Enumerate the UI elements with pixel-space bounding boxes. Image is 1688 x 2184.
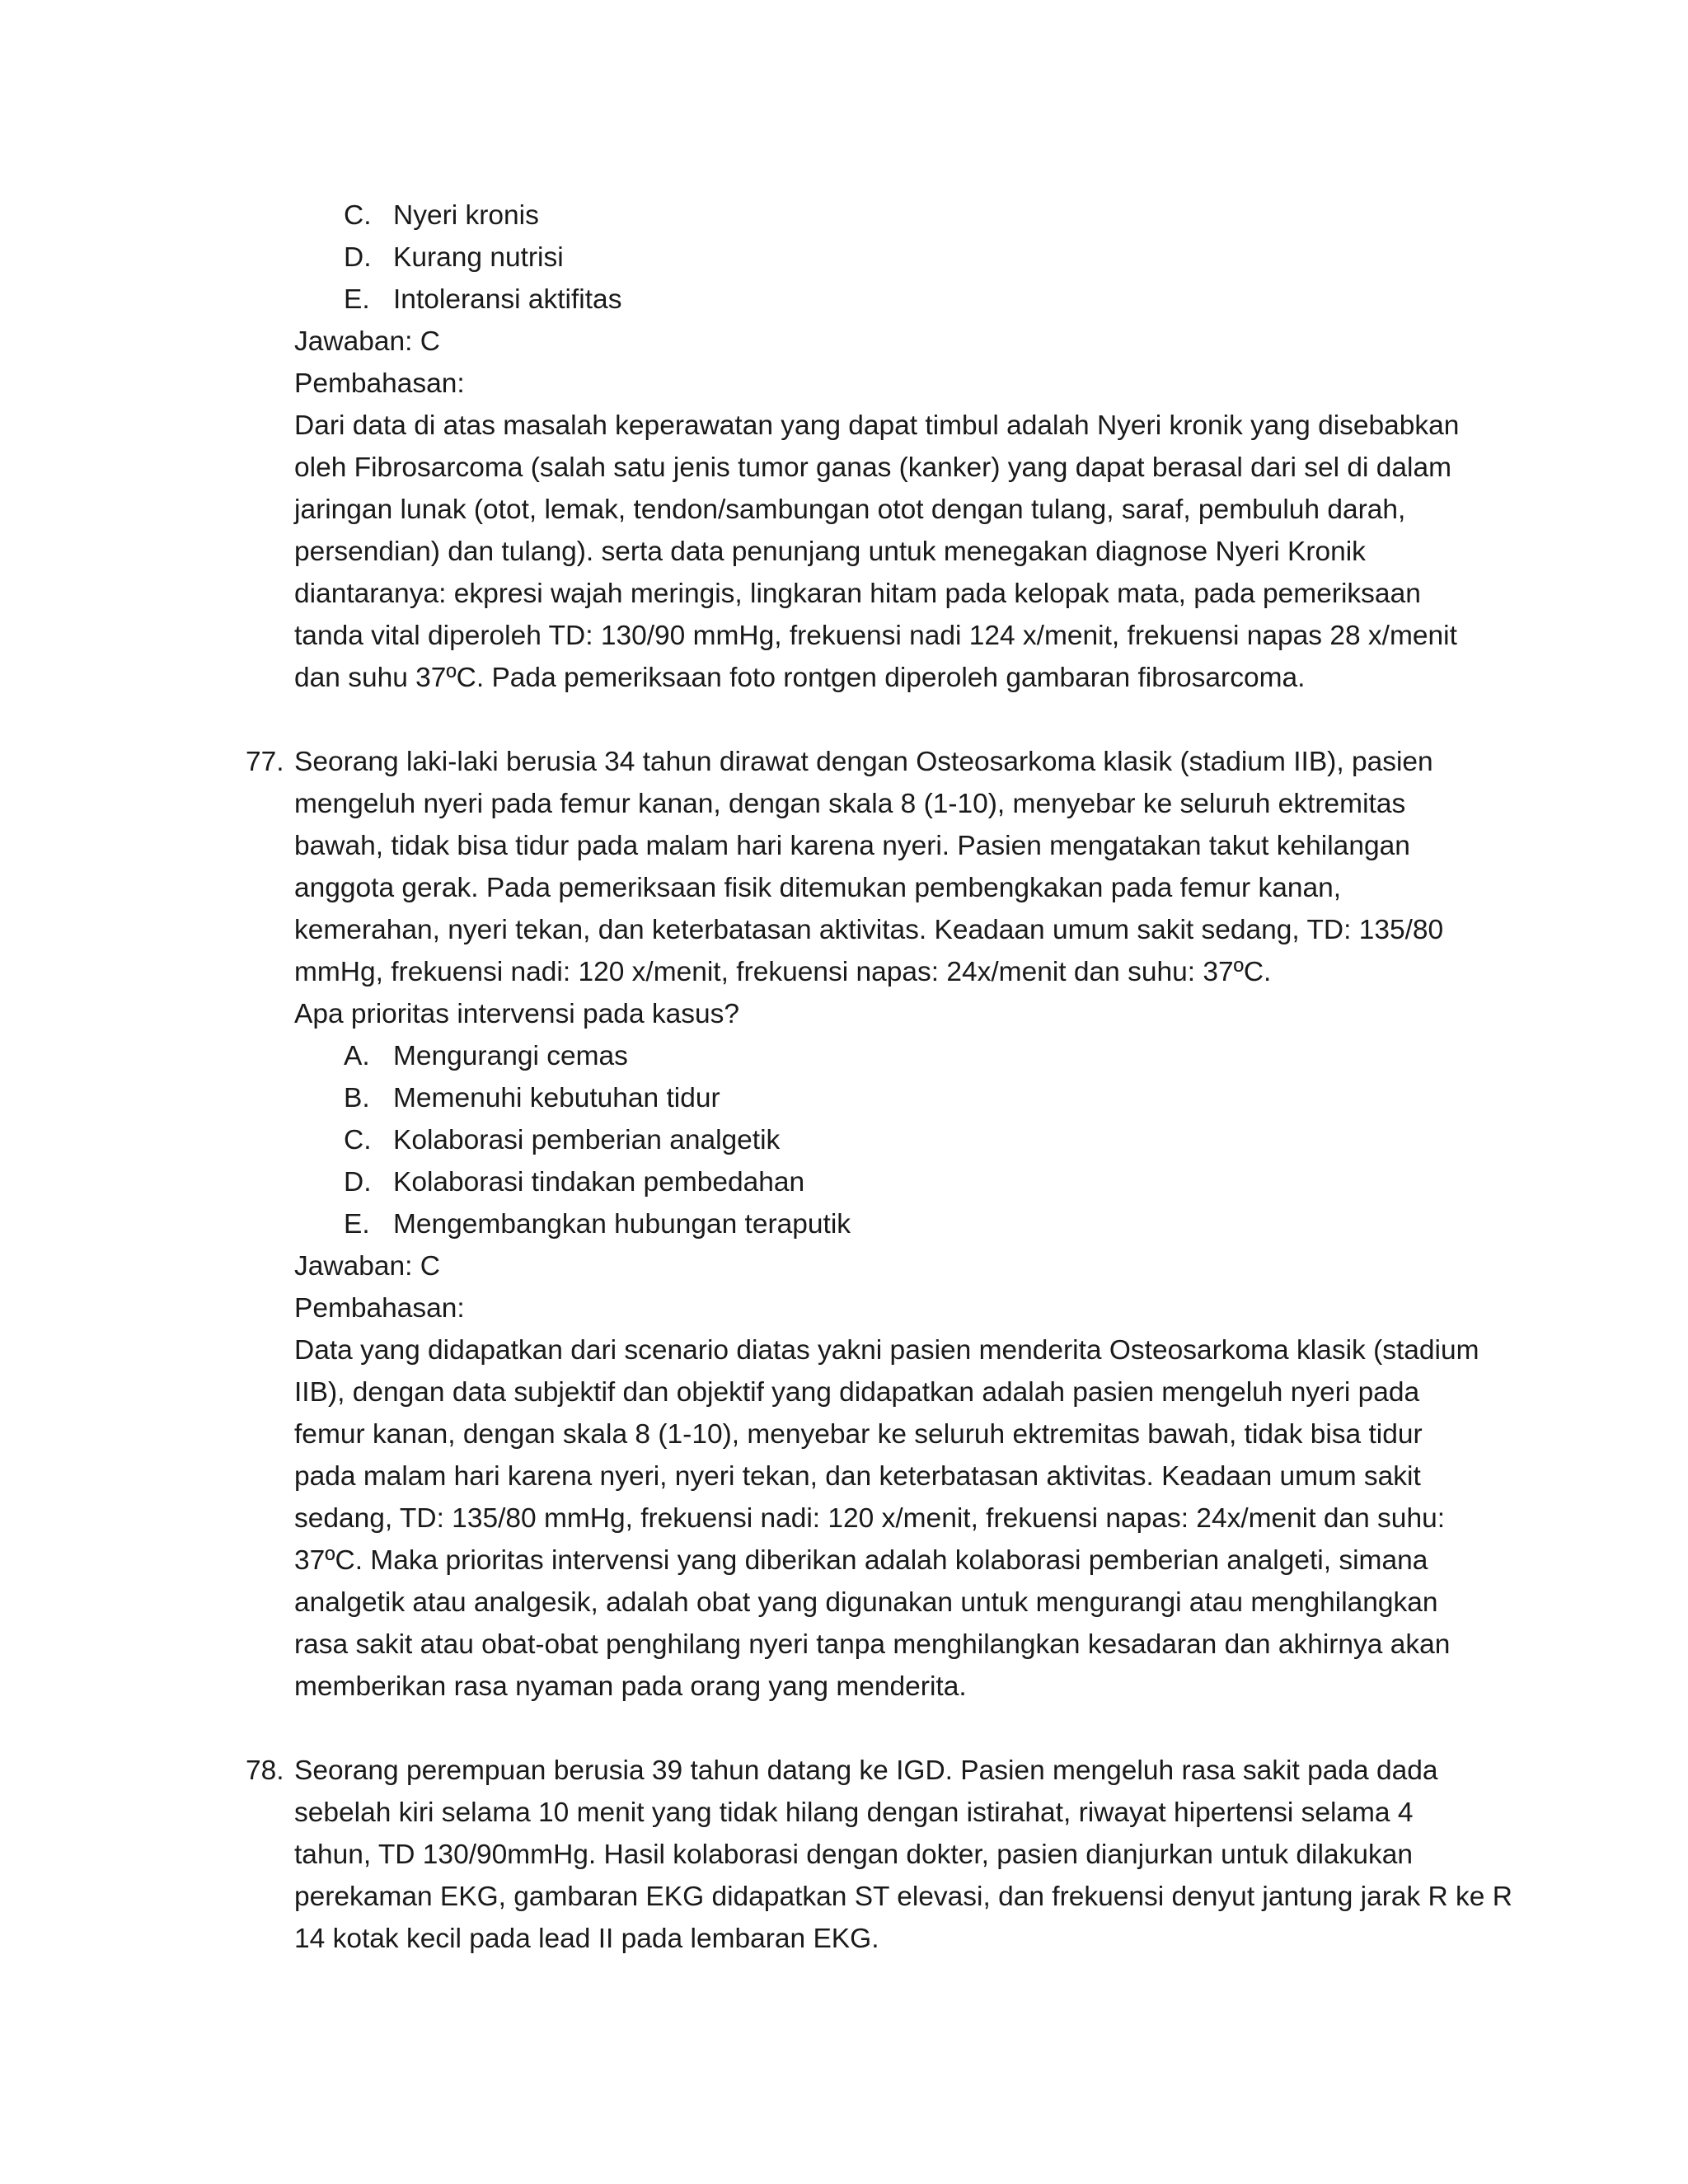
option-text: Intoleransi aktifitas bbox=[393, 284, 622, 315]
section-spacer bbox=[294, 1708, 1481, 1750]
question-prompt: Apa prioritas intervensi pada kasus? bbox=[294, 999, 740, 1029]
option-text: Kolaborasi pemberian analgetik bbox=[393, 1125, 781, 1155]
discussion-line: IIB), dengan data subjektif dan objektif yang didapatkan adalah pasien mengeluh nyeri pada bbox=[294, 1377, 1420, 1408]
question-line: bawah, tidak bisa tidur pada malam hari karena nyeri. Pasien mengatakan takut kehilangan bbox=[294, 831, 1410, 861]
page-content bbox=[246, 194, 1512, 1960]
option-a bbox=[294, 1035, 1481, 1077]
question-text: Seorang perempuan berusia 39 tahun datang ke IGD. Pasien mengeluh rasa sakit pada dada bbox=[294, 1755, 1438, 1786]
question-77 bbox=[246, 741, 1481, 1708]
discussion-line: dan suhu 37ºC. Pada pemeriksaan foto rontgen diperoleh gambaran fibrosarcoma. bbox=[294, 663, 1306, 693]
option-letter: E. bbox=[344, 284, 370, 315]
question-line: mengeluh nyeri pada femur kanan, dengan skala 8 (1-10), menyebar ke seluruh ektremitas bbox=[294, 789, 1406, 819]
discussion-line: analgetik atau analgesik, adalah obat yang digunakan untuk mengurangi atau menghilangkan bbox=[294, 1587, 1438, 1618]
option-d bbox=[294, 1161, 1481, 1203]
option-letter: D. bbox=[344, 1167, 372, 1197]
prev-question-section bbox=[294, 194, 1481, 699]
question-line bbox=[246, 1750, 1481, 1792]
option-e bbox=[294, 1203, 1481, 1245]
option-c bbox=[294, 1119, 1481, 1161]
discussion-line: diantaranya: ekpresi wajah meringis, lingkaran hitam pada kelopak mata, pada pemeriksaan bbox=[294, 579, 1421, 609]
question-text: Seorang laki-laki berusia 34 tahun dirawat dengan Osteosarkoma klasik (stadium IIB), pasien bbox=[294, 747, 1433, 777]
discussion-label: Pembahasan: bbox=[294, 368, 465, 399]
discussion-line: sedang, TD: 135/80 mmHg, frekuensi nadi: 120 x/menit, frekuensi napas: 24x/menit dan suhu: bbox=[294, 1503, 1446, 1534]
discussion-line: 37ºC. Maka prioritas intervensi yang diberikan adalah kolaborasi pemberian analgeti, simana bbox=[294, 1545, 1428, 1576]
discussion-line: persendian) dan tulang). serta data penunjang untuk menegakan diagnose Nyeri Kronik bbox=[294, 537, 1366, 567]
option-letter: C. bbox=[344, 200, 372, 231]
question-line: anggota gerak. Pada pemeriksaan fisik ditemukan pembengkakan pada femur kanan, bbox=[294, 873, 1342, 903]
discussion-line: memberikan rasa nyaman pada orang yang menderita. bbox=[294, 1671, 967, 1702]
discussion-line: pada malam hari karena nyeri, nyeri tekan, dan keterbatasan aktivitas. Keadaan umum sakit bbox=[294, 1461, 1421, 1492]
discussion-line: tanda vital diperoleh TD: 130/90 mmHg, frekuensi nadi 124 x/menit, frekuensi napas 28 x/menit bbox=[294, 621, 1457, 651]
option-text: Memenuhi kebutuhan tidur bbox=[393, 1083, 720, 1113]
question-number: 77. bbox=[246, 747, 284, 777]
question-line: 14 kotak kecil pada lead II pada lembaran EKG. bbox=[294, 1924, 879, 1954]
option-d bbox=[294, 237, 1481, 279]
discussion-line: Data yang didapatkan dari scenario diatas yakni pasien menderita Osteosarkoma klasik (stadium bbox=[294, 1335, 1479, 1366]
discussion-label: Pembahasan: bbox=[294, 1293, 465, 1324]
option-letter: A. bbox=[344, 1041, 370, 1071]
option-letter: D. bbox=[344, 242, 372, 273]
question-line: kemerahan, nyeri tekan, dan keterbatasan aktivitas. Keadaan umum sakit sedang, TD: 135/80 bbox=[294, 915, 1444, 945]
option-text: Mengembangkan hubungan teraputik bbox=[393, 1209, 851, 1240]
option-text: Nyeri kronis bbox=[393, 200, 539, 231]
discussion-line: Dari data di atas masalah keperawatan yang dapat timbul adalah Nyeri kronik yang disebabkan bbox=[294, 410, 1460, 441]
question-line: mmHg, frekuensi nadi: 120 x/menit, frekuensi napas: 24x/menit dan suhu: 37ºC. bbox=[294, 957, 1272, 987]
answer-line: Jawaban: C bbox=[294, 1251, 440, 1282]
question-line: perekaman EKG, gambaran EKG didapatkan ST elevasi, dan frekuensi denyut jantung jarak R ke R bbox=[294, 1882, 1512, 1912]
option-letter: B. bbox=[344, 1083, 370, 1113]
question-line: tahun, TD 130/90mmHg. Hasil kolaborasi dengan dokter, pasien dianjurkan untuk dilakukan bbox=[294, 1840, 1413, 1870]
discussion-line: oleh Fibrosarcoma (salah satu jenis tumor ganas (kanker) yang dapat berasal dari sel di dalam bbox=[294, 452, 1451, 483]
option-text: Mengurangi cemas bbox=[393, 1041, 628, 1071]
section-spacer bbox=[294, 699, 1481, 741]
discussion-line: rasa sakit atau obat-obat penghilang nyeri tanpa menghilangkan kesadaran dan akhirnya akan bbox=[294, 1629, 1451, 1660]
question-78 bbox=[246, 1750, 1512, 1960]
option-c bbox=[294, 194, 1481, 237]
option-b bbox=[294, 1077, 1481, 1119]
question-number: 78. bbox=[246, 1755, 284, 1786]
discussion-line: jaringan lunak (otot, lemak, tendon/sambungan otot dengan tulang, saraf, pembuluh darah, bbox=[294, 494, 1406, 525]
answer-line: Jawaban: C bbox=[294, 326, 440, 357]
option-text: Kolaborasi tindakan pembedahan bbox=[393, 1167, 805, 1197]
question-line bbox=[246, 741, 1481, 783]
option-letter: C. bbox=[344, 1125, 372, 1155]
question-line: sebelah kiri selama 10 menit yang tidak hilang dengan istirahat, riwayat hipertensi selama 4 bbox=[294, 1797, 1414, 1828]
discussion-line: femur kanan, dengan skala 8 (1-10), menyebar ke seluruh ektremitas bawah, tidak bisa tidur bbox=[294, 1419, 1423, 1450]
option-letter: E. bbox=[344, 1209, 370, 1240]
option-text: Kurang nutrisi bbox=[393, 242, 564, 273]
option-e bbox=[294, 279, 1481, 321]
